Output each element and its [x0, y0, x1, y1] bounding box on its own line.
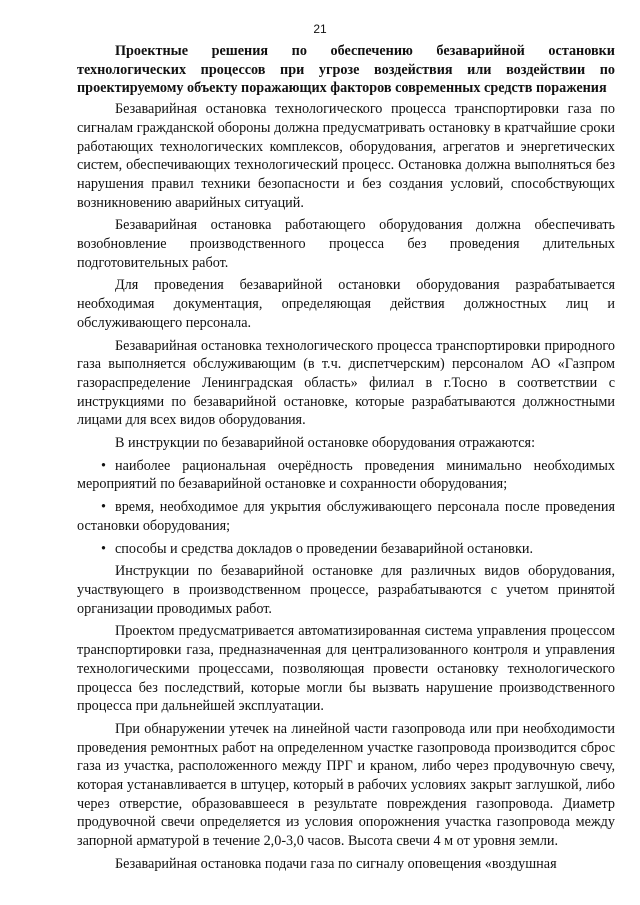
- bullet-icon: •: [101, 499, 106, 516]
- paragraph: Для проведения безаварийной остановки оборудования разрабатывается необходимая документация, определяющая действия должностных лиц и обслуживающего персонала.: [77, 277, 615, 331]
- document-body: [77, 42, 615, 878]
- bullet-text: наиболее рациональная очерёдность проведения минимально необходимых мероприятий по безаварийной остановке и сохранности оборудования;: [77, 457, 615, 493]
- paragraph: Инструкции по безаварийной остановке для различных видов оборудования, участвующего в производственном процессе, разрабатываются с учетом принятой организации проводимых работ.: [77, 563, 615, 617]
- paragraph: Безаварийная остановка технологического процесса транспортировки природного газа выполняется обслуживающим (в т.ч. диспетчерским) персоналом АО «Газпром газораспределение Ленинградская область» филиал в г.Тосно в соответствии с инструкциями по безаварийной остановке, которые разрабатываются должностными лицами для всех видов оборудования.: [77, 337, 615, 429]
- section-heading: Проектные решения по обеспечению безаварийной остановки технологических процессов при угрозе воздействия или воздействии по проектируемому объекту поражающих факторов современных средств поражения: [77, 43, 615, 97]
- paragraph: Безаварийная остановка работающего оборудования должна обеспечивать возобновление производственного процесса без проведения длительных подготовительных работ.: [77, 217, 615, 271]
- bullet-text: способы и средства докладов о проведении безаварийной остановки.: [115, 540, 534, 557]
- paragraph: Безаварийная остановка технологического процесса транспортировки газа по сигналам гражданской обороны должна предусматривать остановку в кратчайшие сроки работающих технологических комплексов, оборудования, агрегатов и энергетических систем, обеспечивающих технологический процесс. Остановка должна выполняться без нарушения правил техники безопасности и без создания условий, способствующих возникновению аварийных ситуаций.: [77, 101, 615, 211]
- bullet-item: [77, 457, 615, 494]
- paragraph: При обнаружении утечек на линейной части газопровода или при необходимости проведения ремонтных работ на определенном участке газопровода производится сброс газа из участка, расположенного между ПРГ и краном, либо через продувочную свечу, которая устанавливается в штуцер, который в рабочих условиях закрыт заглушкой, либо через отверстие, образовавшееся в результате повреждения газопровода. Диаметр продувочной свечи определяется из условия опорожнения участка газопровода между запорной арматурой в течение 2,0-3,0 часов. Высота свечи 4 м от уровня земли.: [77, 720, 615, 850]
- paragraph: Безаварийная остановка подачи газа по сигналу оповещения «воздушная: [115, 855, 557, 872]
- bullet-icon: •: [101, 457, 106, 474]
- paragraph: Проектом предусматривается автоматизированная система управления процессом транспортировки газа, предназначенная для централизованного контроля и управления технологическими процессами, позволяющая провести остановку технологического процесса без последствий, которые могли бы вызвать нарушение производственного процесса при дальнейшей эксплуатации.: [77, 623, 615, 715]
- bullet-item: [77, 540, 615, 559]
- paragraph: В инструкции по безаварийной остановке оборудования отражаются:: [115, 435, 536, 452]
- page-number: 21: [313, 22, 327, 36]
- bullet-icon: •: [101, 540, 106, 557]
- bullet-text: время, необходимое для укрытия обслуживающего персонала после проведения остановки оборудования;: [77, 499, 615, 534]
- bullet-item: [77, 498, 615, 535]
